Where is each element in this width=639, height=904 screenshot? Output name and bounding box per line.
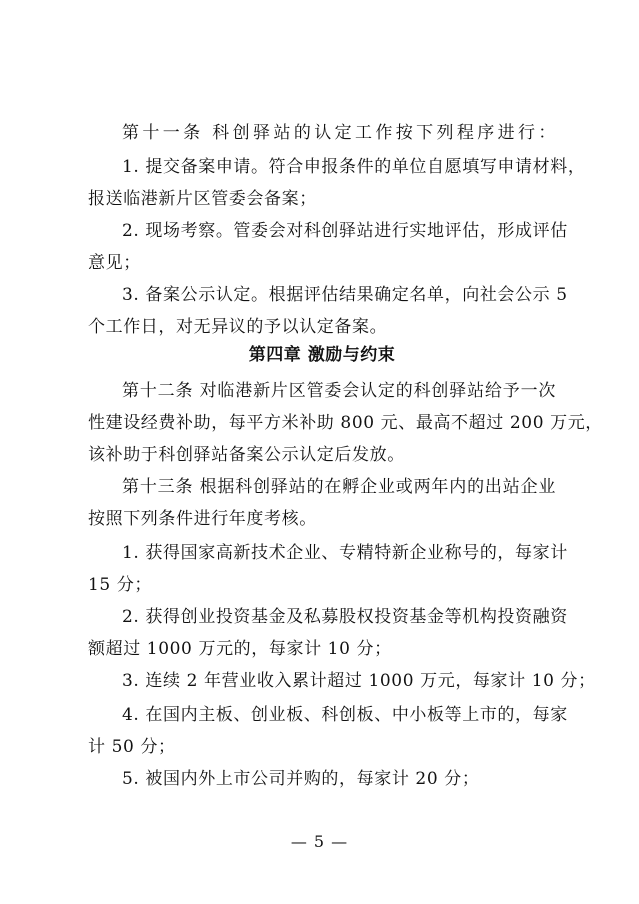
- article-11-step-2-cont: 意见；: [88, 253, 141, 273]
- article-11-step-3-cont: 个工作日，对无异议的予以认定备案。: [88, 317, 388, 337]
- article-13-item-3: 3. 连续 2 年营业收入累计超过 1000 万元，每家计 10 分；: [122, 671, 596, 691]
- article-13-item-5: 5. 被国内外上市公司并购的，每家计 20 分；: [122, 769, 480, 789]
- article-13-item-1-cont: 15 分；: [88, 575, 153, 595]
- article-12-line-3: 该补助于科创驿站备案公示认定后发放。: [88, 445, 405, 465]
- article-11-step-1: 1. 提交备案申请。符合申报条件的单位自愿填写申请材料，: [122, 157, 586, 177]
- article-12-line-1: 第十二条 对临港新片区管委会认定的科创驿站给予一次: [122, 381, 556, 401]
- article-12-line-2: 性建设经费补助，每平方米补助 800 元、最高不超过 200 万元，: [88, 413, 603, 433]
- article-13-item-1: 1. 获得国家高新技术企业、专精特新企业称号的，每家计: [122, 543, 568, 563]
- article-11-title: 第十一条 科创驿站的认定工作按下列程序进行：: [122, 123, 556, 143]
- chapter-4-heading: 第四章 激励与约束: [248, 345, 396, 365]
- page-number: — 5 —: [290, 832, 349, 851]
- article-11-step-3: 3. 备案公示认定。根据评估结果确定名单，向社会公示 5: [122, 285, 568, 305]
- article-13-line-2: 按照下列条件进行年度考核。: [88, 509, 317, 529]
- article-13-line-1: 第十三条 根据科创驿站的在孵企业或两年内的出站企业: [122, 477, 556, 497]
- article-13-item-2: 2. 获得创业投资基金及私募股权投资基金等机构投资融资: [122, 607, 568, 627]
- article-11-step-2: 2. 现场考察。管委会对科创驿站进行实地评估，形成评估: [122, 221, 568, 241]
- article-11-step-1-cont: 报送临港新片区管委会备案；: [88, 189, 317, 209]
- article-13-item-4: 4. 在国内主板、创业板、科创板、中小板等上市的，每家: [122, 705, 568, 725]
- article-13-item-2-cont: 额超过 1000 万元的，每家计 10 分；: [88, 639, 392, 659]
- article-13-item-4-cont: 计 50 分；: [88, 737, 176, 757]
